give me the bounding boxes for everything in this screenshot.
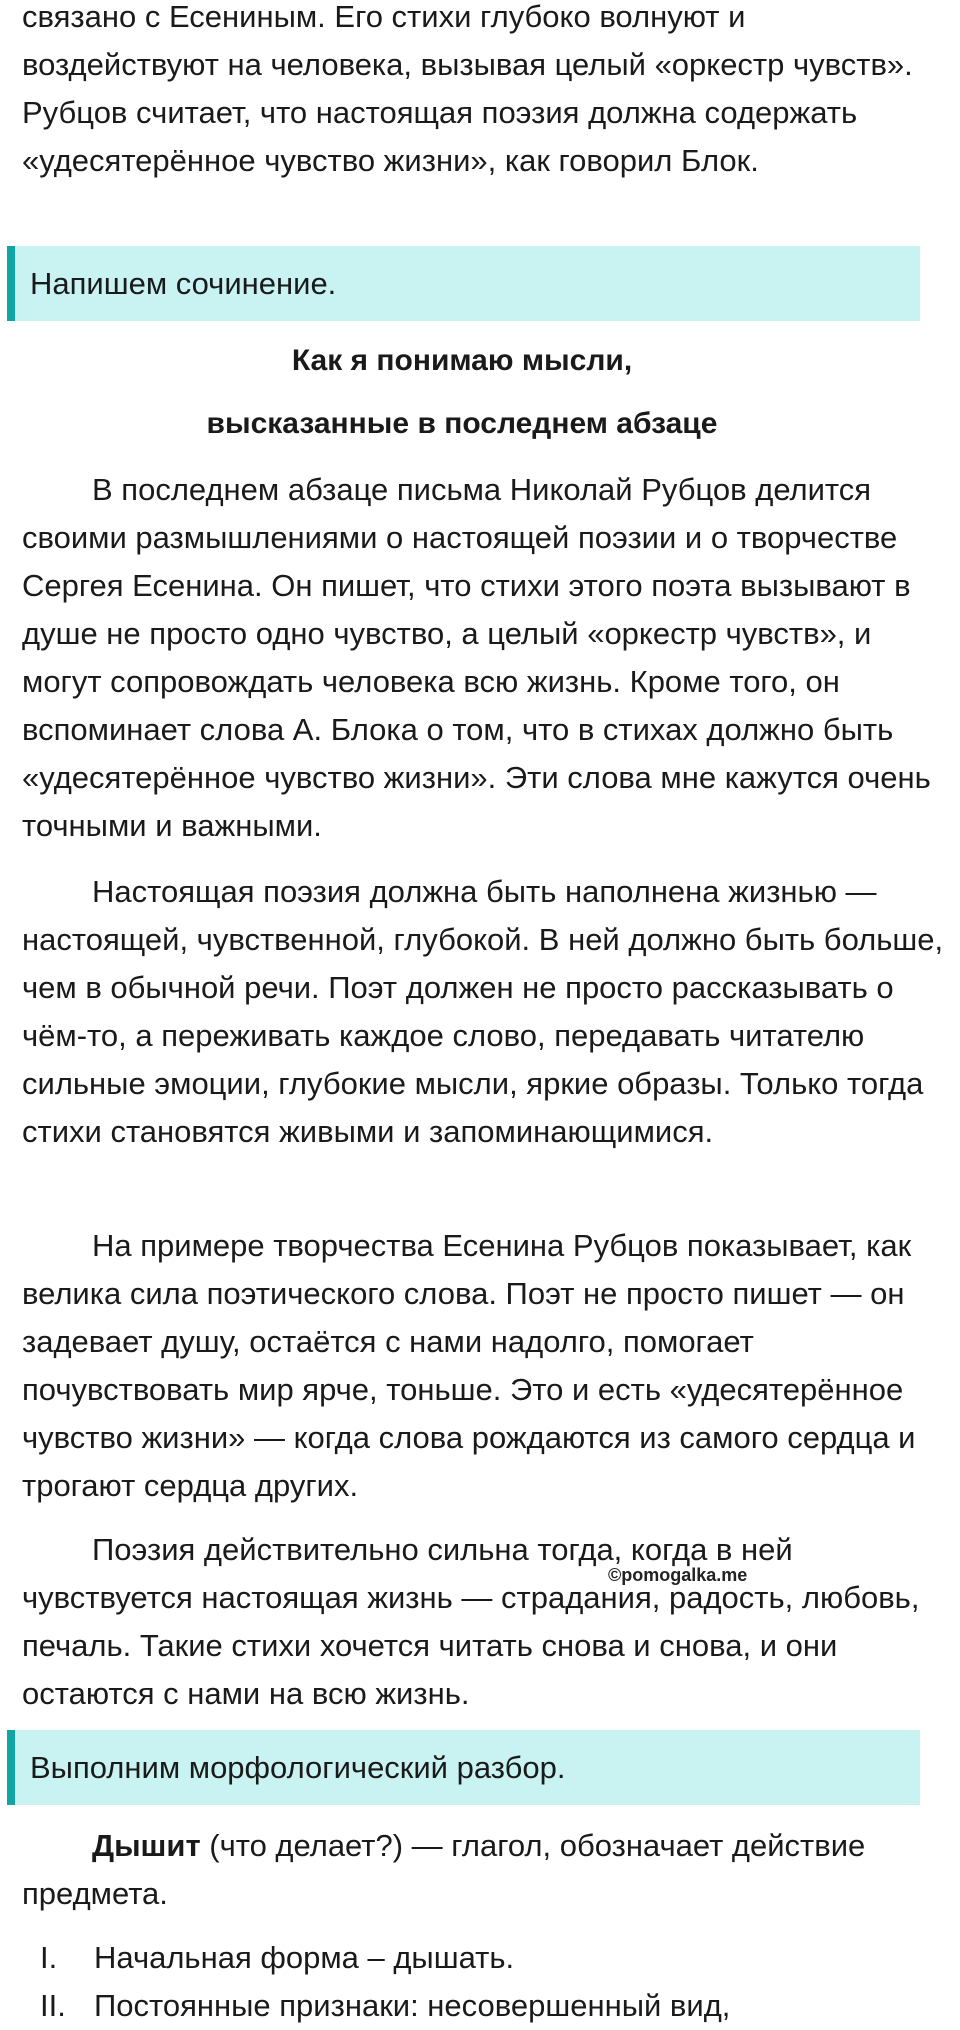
essay-title-line-2: высказанные в последнем абзаце <box>206 407 718 440</box>
essay-paragraph-3-block <box>0 1222 960 1510</box>
list-item <box>0 1934 924 1982</box>
essay-paragraph-2-block <box>0 868 960 1156</box>
watermark: ©pomogalka.me <box>608 1565 748 1585</box>
morph-list <box>0 1934 924 2030</box>
intro-paragraph: связано с Есениным. Его стихи глубоко волнуют и воздействуют на человека, вызывая целый «оркестр чувств». Рубцов считает, что настоящая поэзия должна содержать «удесятерённое чувство жизни», как говорил Блок. <box>22 0 913 178</box>
essay-title-line-1: Как я понимаю мысли, <box>291 344 633 377</box>
essay-paragraph: Поэзия действительно сильна тогда, когда в ней чувствуется настоящая жизнь — страдания, радость, любовь, печаль. Такие стихи хочется читать снова и снова, и они остаются с нами на всю жизнь. <box>22 1532 920 1711</box>
list-item-text: Начальная форма – дышать. <box>94 1940 515 1975</box>
essay-paragraph: Настоящая поэзия должна быть наполнена жизнью — настоящей, чувственной, глубокой. В ней должно быть больше, чем в обычной речи. Поэт должен не просто рассказывать о чём-то, а переживать каждое слово, передавать читателю сильные эмоции, глубокие мысли, яркие образы. Только тогда стихи становятся живыми и запоминающимися. <box>22 874 944 1149</box>
list-item <box>0 1982 924 2030</box>
list-item-number: II. <box>40 1988 66 2023</box>
morph-word: Дышит <box>92 1828 201 1863</box>
essay-paragraph-4-block <box>0 1526 960 1718</box>
essay-paragraph: На примере творчества Есенина Рубцов показывает, как велика сила поэтического слова. Поэт не просто пишет — он задевает душу, остаётся с нами надолго, помогает почувствовать мир ярче, тоньше. Это и есть «удесятерённое чувство жизни» — когда слова рождаются из самого сердца и трогают сердца других. <box>22 1228 916 1503</box>
essay-paragraph-1-block <box>0 466 960 850</box>
list-item-text: Постоянные признаки: несовершенный вид, <box>94 1988 731 2023</box>
list-item-number: I. <box>40 1940 58 1975</box>
morph-intro <box>0 1822 960 1918</box>
essay-paragraph: В последнем абзаце письма Николай Рубцов делится своими размышлениями о настоящей поэзии и о творчестве Сергея Есенина. Он пишет, что стихи этого поэта вызывают в душе не просто одно чувство, а целый «оркестр чувств», и могут сопровождать человека всю жизнь. Кроме того, он вспоминает слова А. Блока о том, что в стихах должно быть «удесятерённое чувство жизни». Эти слова мне кажутся очень точными и важными. <box>22 472 931 843</box>
essay-banner: Напишем сочинение. <box>7 246 920 321</box>
morph-description: (что делает?) — глагол, обозначает действие предмета. <box>22 1828 866 1911</box>
morph-banner: Выполним морфологический разбор. <box>7 1730 920 1805</box>
morph-intro-block <box>0 1822 960 1918</box>
